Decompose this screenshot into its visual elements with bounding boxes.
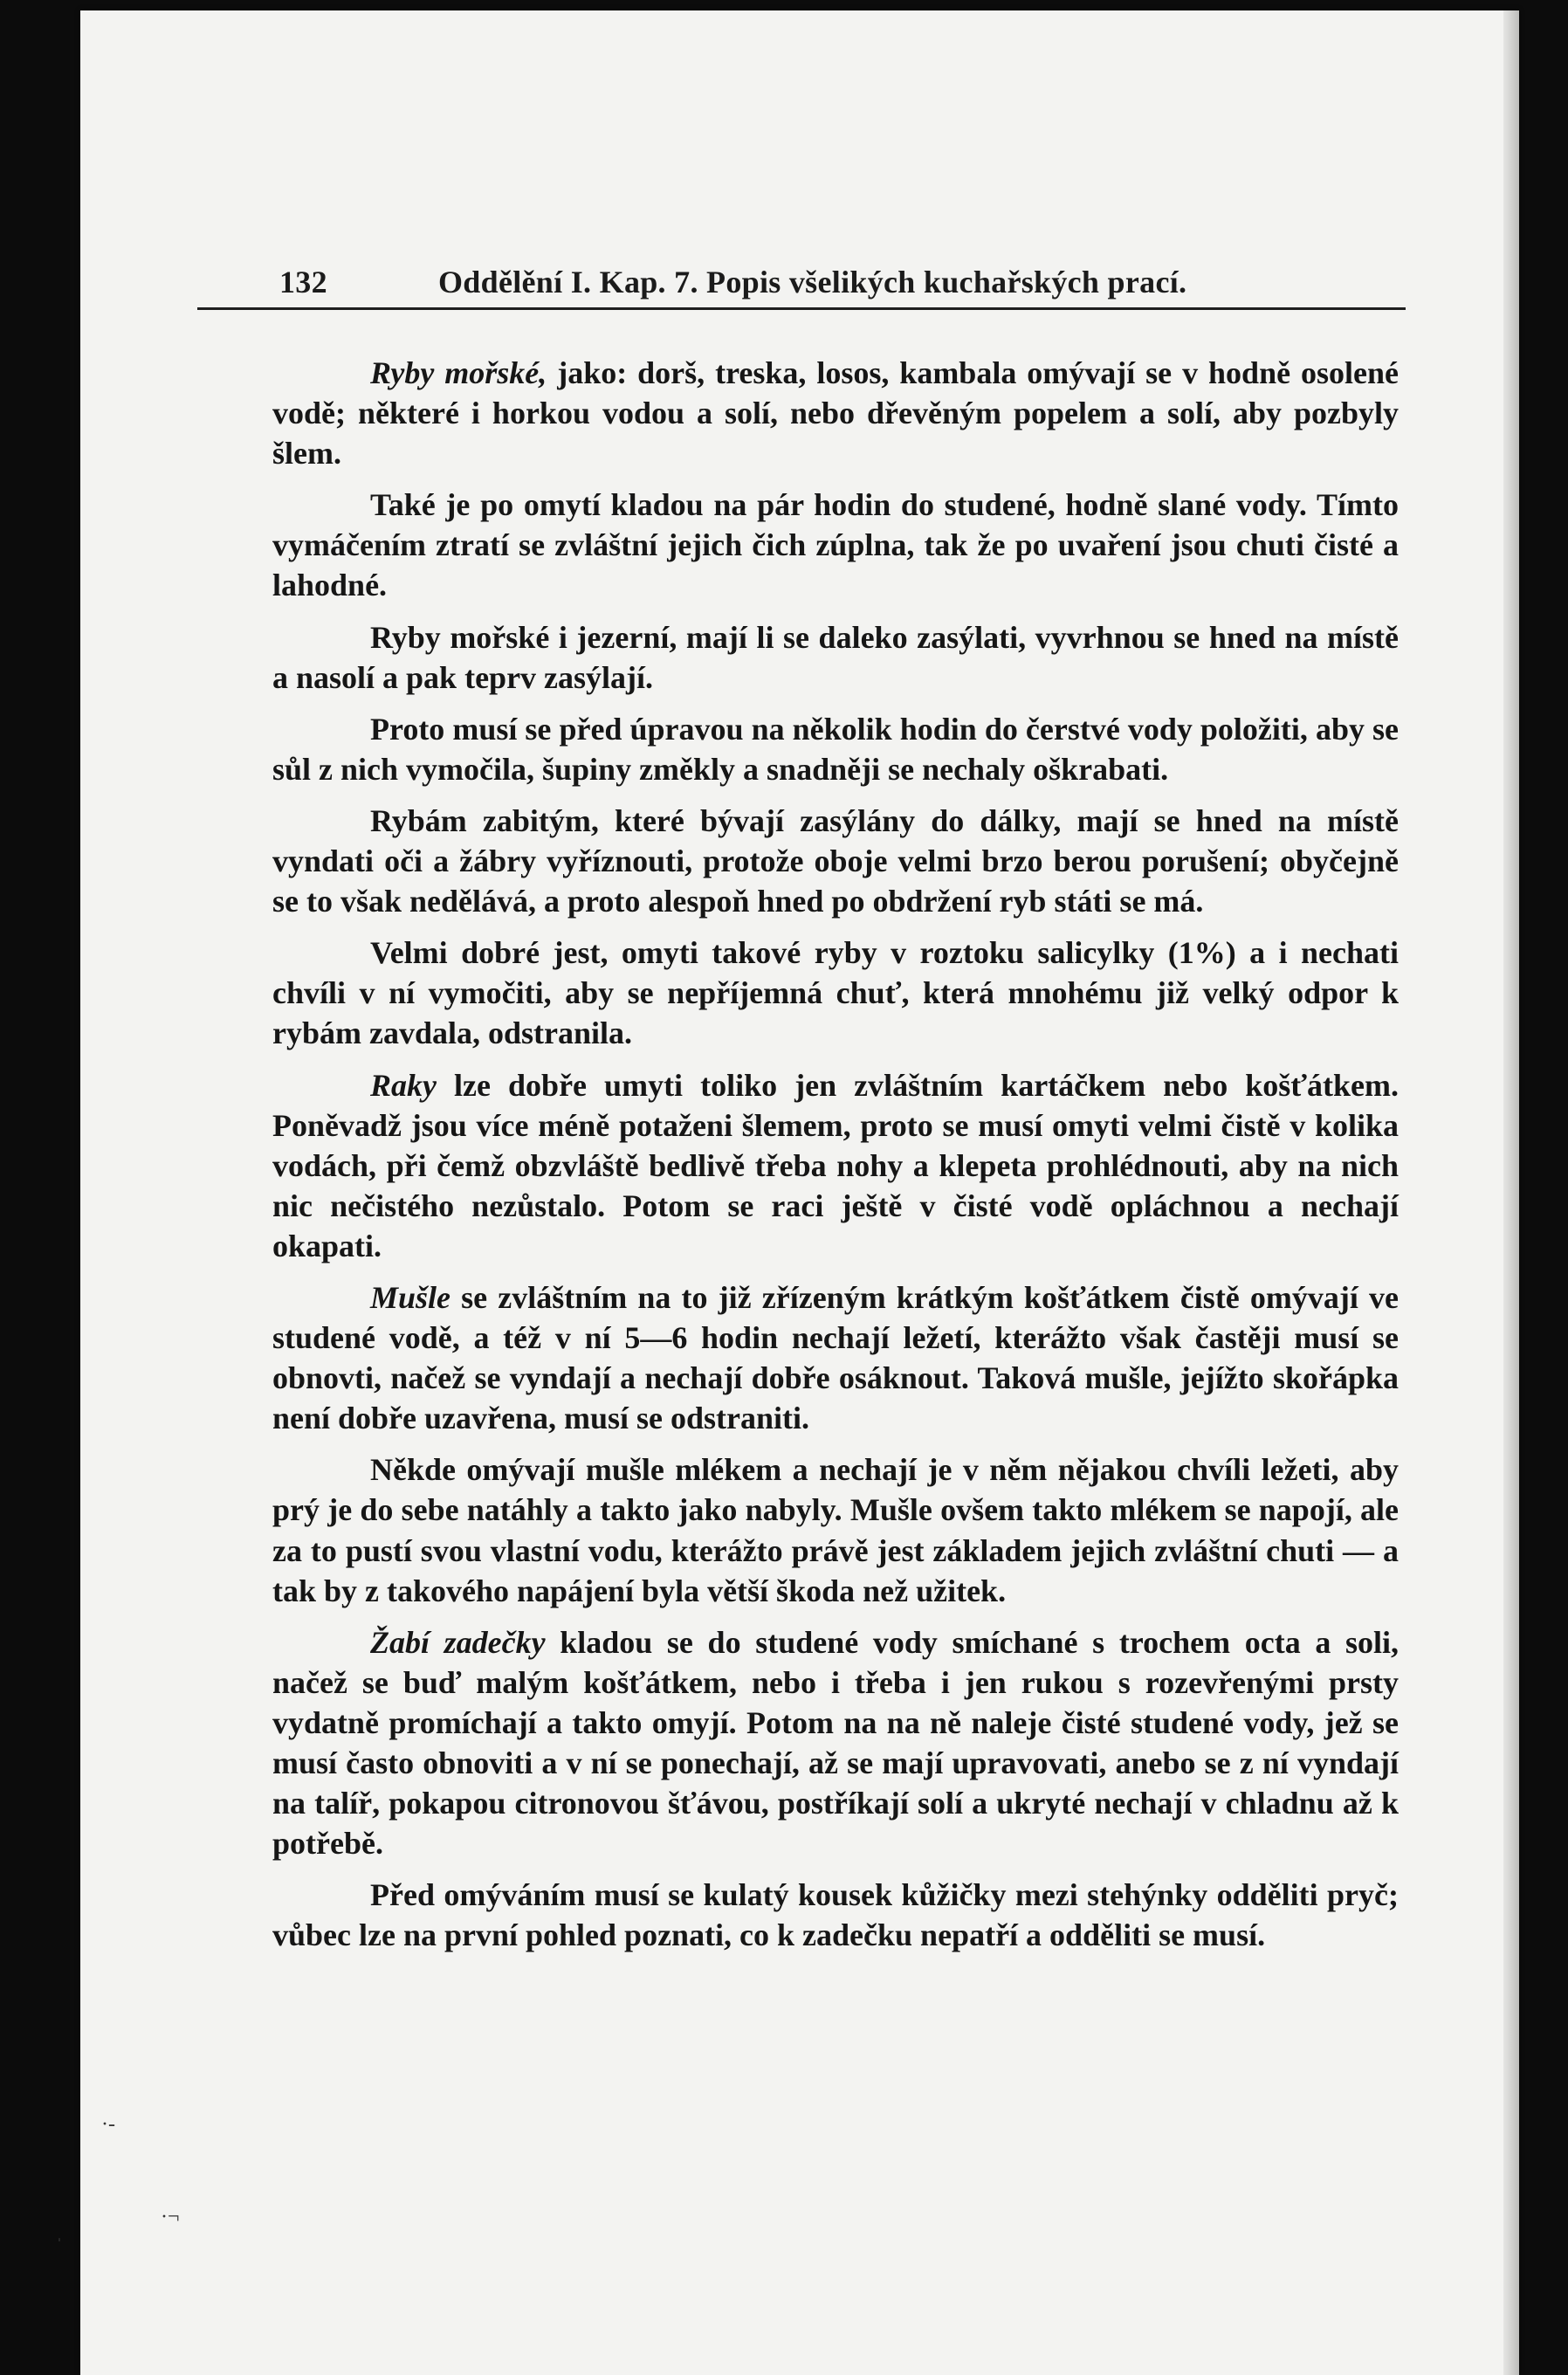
paragraph-text: Před omýváním musí se kulatý kousek kůžičky mezi stehýnky odděliti pryč; vůbec lze na první pohled poznati, co k zadečku nepatří a odděliti se musí. <box>272 1877 1399 1953</box>
page-edge <box>1503 10 1519 2375</box>
paragraph <box>272 1449 1399 1610</box>
paragraph <box>272 1622 1399 1864</box>
paragraph <box>272 617 1399 698</box>
paragraph-lead: Žabí zadečky <box>370 1624 546 1660</box>
running-title: Oddělění I. Kap. 7. Popis všelikých kuchařských prací. <box>438 265 1187 299</box>
paragraph-text: Rybám zabitým, které bývají zasýlány do dálky, mají se hned na místě vyndati oči a žábry vyříznouti, protože oboje velmi brzo berou porušení; obyčejně se to však nedělává, a proto alespoň hned po obdržení ryb státi se má. <box>272 802 1399 919</box>
paragraph-lead: Ryby mořské, <box>370 355 547 390</box>
scan-speck: ·- <box>101 2113 115 2136</box>
paragraph-text: se zvláštním na to již zřízeným krátkým košťátkem čistě omývají ve studené vodě, a též v ní 5—6 hodin nechají ležetí, kterážto však častěji musí se obnovti, načež se vyndají a nechají dobře osáknout. Taková mušle, jejížto skořápka není dobře uzavřena, musí se odstraniti. <box>272 1279 1399 1436</box>
scan-speck: ·¬ <box>161 2206 180 2228</box>
paragraph-text: lze dobře umyti toliko jen zvláštním kartáčkem nebo košťátkem. Poněvadž jsou více méně potaženi šlemem, proto se musí omyti velmi čistě v kolika vodách, při čemž obzvláště bedlivě třeba nohy a klepeta prohlédnouti, aby na nich nic nečistého nezůstalo. Potom se raci ještě v čisté vodě opláchnou a nechají okapati. <box>272 1067 1399 1263</box>
running-head <box>197 258 1406 310</box>
paragraph-text: Proto musí se před úpravou na několik hodin do čerstvé vody položiti, aby se sůl z nich vymočila, šupiny změkly a snadněji se nechaly oškrabati. <box>272 711 1399 787</box>
paragraph <box>272 1065 1399 1266</box>
page-number: 132 <box>279 265 327 299</box>
paragraph <box>272 485 1399 605</box>
paragraph-lead: Raky <box>370 1067 437 1103</box>
paragraph-text: Ryby mořské i jezerní, mají li se daleko zasýlati, vyvrhnou se hned na místě a nasolí a pak teprv zasýlají. <box>272 619 1399 695</box>
paragraph <box>272 709 1399 789</box>
paragraph-text: Velmi dobré jest, omyti takové ryby v roztoku salicylky (1%) a i nechati chvíli v ní vymočiti, aby se nepříjemná chuť, která mnohému již velký odpor k rybám zavdala, odstranila. <box>272 935 1399 1051</box>
paragraph-text: Někde omývají mušle mlékem a nechají je v něm nějakou chvíli ležeti, aby prý je do sebe natáhly a takto jako nabyly. Mušle ovšem takto mlékem se napojí, ale za to pustí svou vlastní vodu, kterážto právě jest základem jejich zvláštní chuti — a tak by z takového napájení byla větší škoda než užitek. <box>272 1452 1399 1608</box>
paragraph <box>272 353 1399 473</box>
paragraph <box>272 933 1399 1053</box>
scan-speck: ˈ <box>56 2235 63 2258</box>
paragraph <box>272 1875 1399 1955</box>
paragraph <box>272 801 1399 921</box>
paragraph-text: kladou se do studené vody smíchané s trochem octa a soli, načež se buď malým košťátkem, nebo i třeba i jen rukou s rozevřenými prsty vydatně promíchají a takto omyjí. Potom na na ně naleje čisté studené vody, jež se musí často obnoviti a v ní se ponechají, až se mají upravovati, anebo se z ní vyndají na talíř, pokapou citronovou šťávou, postříkají solí a ukryté nechají v chladnu až k potřebě. <box>272 1624 1400 1862</box>
paragraph <box>272 1277 1399 1438</box>
paragraph-text: jako: dorš, treska, losos, kambala omývají se v hodně osolené vodě; některé i horkou vodou a solí, nebo dřevěným popelem a solí, aby pozbyly šlem. <box>272 355 1400 472</box>
text-body <box>272 353 1399 1966</box>
paragraph-text: Také je po omytí kladou na pár hodin do studené, hodně slané vody. Tímto vymáčením ztratí se zvláštní jejich čich zúplna, tak že po uvaření jsou chuti čisté a lahodné. <box>272 487 1399 603</box>
paragraph-lead: Mušle <box>370 1279 451 1315</box>
